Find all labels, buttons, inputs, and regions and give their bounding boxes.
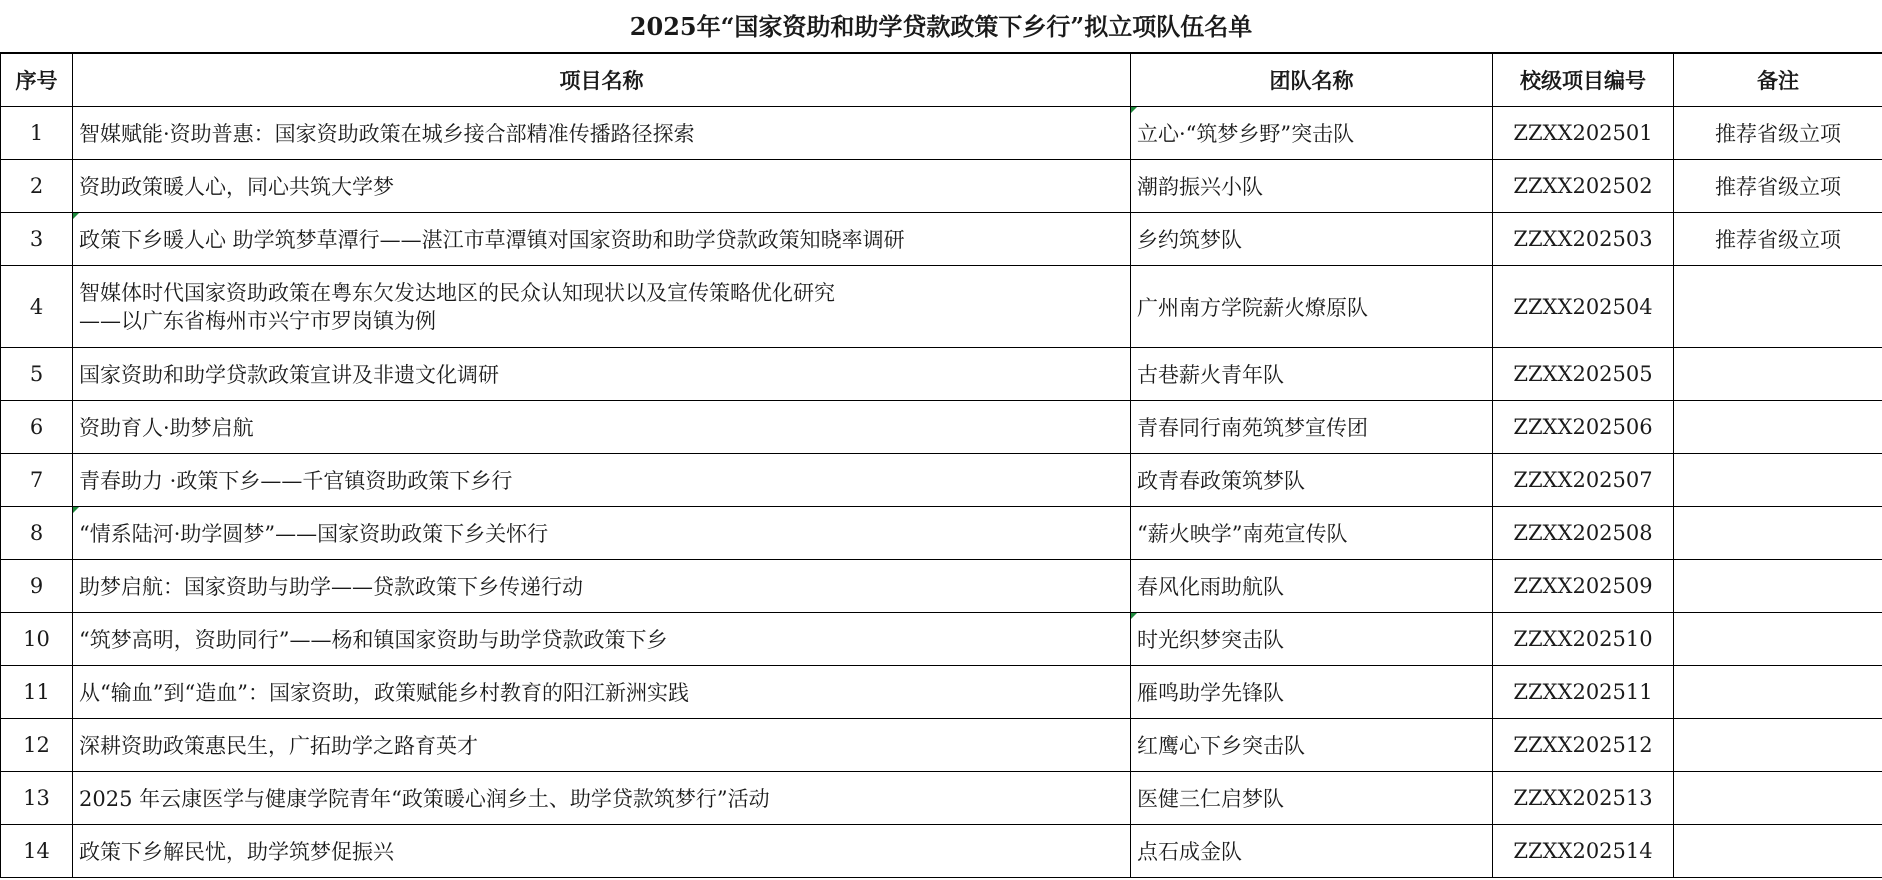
cell-note[interactable] [1674,719,1882,772]
table-row [1,401,1882,454]
cell-note[interactable] [1674,507,1882,560]
cell-project-code[interactable]: ZZXX202505 [1493,348,1674,401]
cell-team-name[interactable]: 青春同行南苑筑梦宣传团 [1131,401,1493,454]
cell-team-name[interactable]: 春风化雨助航队 [1131,560,1493,613]
cell-index[interactable]: 10 [1,613,73,666]
cell-note[interactable] [1674,613,1882,666]
cell-note[interactable] [1674,560,1882,613]
cell-project-name[interactable]: 资助育人·助梦启航 [73,401,1131,454]
table-row [1,266,1882,348]
cell-project-name[interactable]: 政策下乡暖人心 助学筑梦草潭行——湛江市草潭镇对国家资助和助学贷款政策知晓率调研 [73,213,1131,266]
cell-team-name[interactable]: 时光织梦突击队 [1131,613,1493,666]
cell-note[interactable] [1674,454,1882,507]
cell-project-name[interactable]: 青春助力 ·政策下乡——千官镇资助政策下乡行 [73,454,1131,507]
cell-index[interactable]: 12 [1,719,73,772]
cell-team-name[interactable]: 乡约筑梦队 [1131,213,1493,266]
table-row [1,560,1882,613]
cell-index[interactable]: 13 [1,772,73,825]
cell-note[interactable] [1674,772,1882,825]
table-row [1,107,1882,160]
cell-project-name[interactable]: 政策下乡解民忧，助学筑梦促振兴 [73,825,1131,878]
table-row [1,454,1882,507]
cell-project-name[interactable]: 资助政策暖人心，同心共筑大学梦 [73,160,1131,213]
table-row [1,160,1882,213]
cell-project-name[interactable]: 国家资助和助学贷款政策宣讲及非遗文化调研 [73,348,1131,401]
cell-project-name[interactable]: 智媒赋能·资助普惠：国家资助政策在城乡接合部精准传播路径探索 [73,107,1131,160]
cell-project-code[interactable]: ZZXX202501 [1493,107,1674,160]
cell-team-name[interactable]: 古巷薪火青年队 [1131,348,1493,401]
table-row [1,213,1882,266]
cell-project-name[interactable] [73,266,1131,348]
cell-project-code[interactable]: ZZXX202509 [1493,560,1674,613]
cell-index[interactable]: 4 [1,266,73,348]
cell-team-name[interactable]: 立心·“筑梦乡野”突击队 [1131,107,1493,160]
team-roster-table [0,53,1882,878]
cell-note[interactable] [1674,825,1882,878]
table-row [1,613,1882,666]
cell-project-name[interactable]: 助梦启航：国家资助与助学——贷款政策下乡传递行动 [73,560,1131,613]
table-row [1,666,1882,719]
cell-index[interactable]: 6 [1,401,73,454]
cell-index[interactable]: 3 [1,213,73,266]
cell-project-name[interactable]: 深耕资助政策惠民生，广拓助学之路育英才 [73,719,1131,772]
cell-team-name[interactable]: 点石成金队 [1131,825,1493,878]
header-note[interactable]: 备注 [1674,54,1882,107]
cell-index[interactable]: 1 [1,107,73,160]
cell-project-code[interactable]: ZZXX202514 [1493,825,1674,878]
cell-note[interactable] [1674,266,1882,348]
cell-team-name[interactable]: 红鹰心下乡突击队 [1131,719,1493,772]
cell-project-name[interactable]: “筑梦高明，资助同行”——杨和镇国家资助与助学贷款政策下乡 [73,613,1131,666]
header-project-name[interactable]: 项目名称 [73,54,1131,107]
cell-project-code[interactable]: ZZXX202502 [1493,160,1674,213]
header-project-code[interactable]: 校级项目编号 [1493,54,1674,107]
cell-project-code[interactable]: ZZXX202511 [1493,666,1674,719]
cell-note[interactable] [1674,666,1882,719]
cell-project-name[interactable]: 2025 年云康医学与健康学院青年“政策暖心润乡土、助学贷款筑梦行”活动 [73,772,1131,825]
cell-project-code[interactable]: ZZXX202513 [1493,772,1674,825]
cell-project-code[interactable]: ZZXX202503 [1493,213,1674,266]
cell-project-name[interactable]: “情系陆河·助学圆梦”——国家资助政策下乡关怀行 [73,507,1131,560]
header-team-name[interactable]: 团队名称 [1131,54,1493,107]
table-row [1,507,1882,560]
header-index[interactable]: 序号 [1,54,73,107]
cell-note[interactable]: 推荐省级立项 [1674,160,1882,213]
cell-team-name[interactable]: 潮韵振兴小队 [1131,160,1493,213]
cell-note[interactable] [1674,348,1882,401]
cell-index[interactable]: 11 [1,666,73,719]
project-name-line-2: ——以广东省梅州市兴宁市罗岗镇为例 [79,308,436,333]
cell-index[interactable]: 2 [1,160,73,213]
cell-index[interactable]: 14 [1,825,73,878]
cell-team-name[interactable]: 雁鸣助学先锋队 [1131,666,1493,719]
cell-team-name[interactable]: 广州南方学院薪火燎原队 [1131,266,1493,348]
cell-project-name[interactable]: 从“输血”到“造血”：国家资助，政策赋能乡村教育的阳江新洲实践 [73,666,1131,719]
sheet-title: 2025年“国家资助和助学贷款政策下乡行”拟立项队伍名单 [0,0,1882,53]
cell-index[interactable]: 9 [1,560,73,613]
table-row [1,772,1882,825]
cell-project-code[interactable]: ZZXX202506 [1493,401,1674,454]
table-row [1,719,1882,772]
cell-team-name[interactable]: “薪火映学”南苑宣传队 [1131,507,1493,560]
cell-team-name[interactable]: 政青春政策筑梦队 [1131,454,1493,507]
cell-index[interactable]: 7 [1,454,73,507]
cell-note[interactable]: 推荐省级立项 [1674,107,1882,160]
cell-project-code[interactable]: ZZXX202504 [1493,266,1674,348]
cell-note[interactable] [1674,401,1882,454]
cell-project-code[interactable]: ZZXX202507 [1493,454,1674,507]
table-row [1,348,1882,401]
header-row [1,54,1882,107]
cell-note[interactable]: 推荐省级立项 [1674,213,1882,266]
cell-index[interactable]: 5 [1,348,73,401]
cell-project-code[interactable]: ZZXX202512 [1493,719,1674,772]
table-row [1,825,1882,878]
cell-project-code[interactable]: ZZXX202510 [1493,613,1674,666]
cell-index[interactable]: 8 [1,507,73,560]
cell-project-code[interactable]: ZZXX202508 [1493,507,1674,560]
project-name-line-1: 智媒体时代国家资助政策在粤东欠发达地区的民众认知现状以及宣传策略优化研究 [79,280,835,305]
cell-team-name[interactable]: 医健三仁启梦队 [1131,772,1493,825]
